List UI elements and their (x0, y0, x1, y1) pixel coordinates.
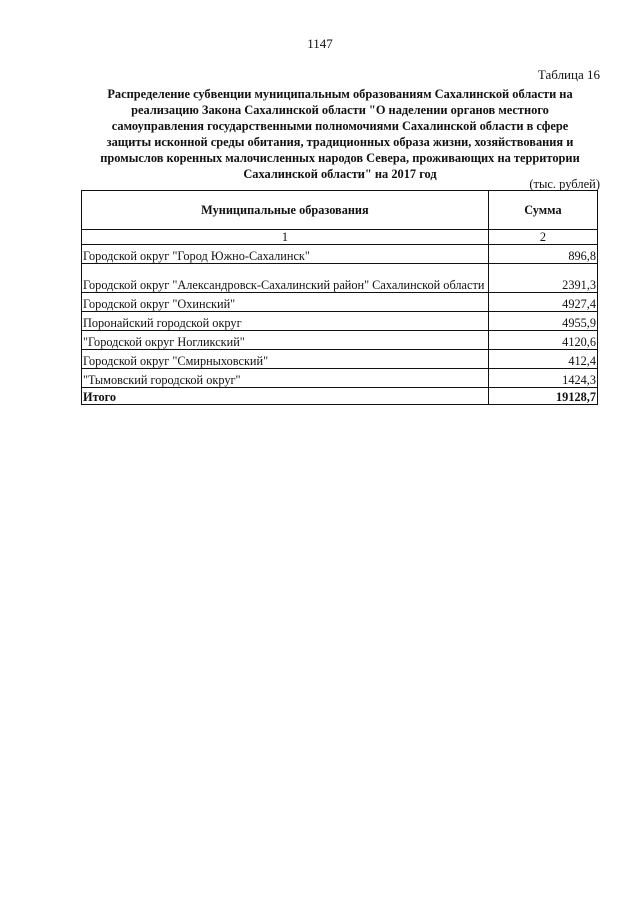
municipality-name: Городской округ "Охинский" (82, 293, 489, 312)
table-row (82, 264, 598, 293)
table-row (82, 350, 598, 369)
amount-value: 4955,9 (488, 312, 597, 331)
header-amount: Сумма (488, 191, 597, 230)
table-row (82, 369, 598, 388)
amount-value: 412,4 (488, 350, 597, 369)
column-number-row (82, 230, 598, 245)
units-label: (тыс. рублей) (529, 177, 600, 191)
municipality-name: "Городской округ Ногликский" (82, 331, 489, 350)
municipality-name: Городской округ "Город Южно-Сахалинск" (82, 245, 489, 264)
table-row (82, 245, 598, 264)
amount-value: 1424,3 (488, 369, 597, 388)
total-label: Итого (82, 388, 489, 405)
amount-value: 896,8 (488, 245, 597, 264)
table-row (82, 331, 598, 350)
municipality-name: Поронайский городской округ (82, 312, 489, 331)
municipality-name: Городской округ "Александровск-Сахалинский район" Сахалинской области (82, 264, 489, 293)
page-number: 1147 (307, 36, 333, 51)
municipality-name: Городской округ "Смирныховский" (82, 350, 489, 369)
total-row (82, 388, 598, 405)
subsidy-table (81, 190, 598, 405)
column-number: 2 (488, 230, 597, 245)
table-header-row (82, 191, 598, 230)
amount-value: 2391,3 (488, 264, 597, 293)
amount-value: 4927,4 (488, 293, 597, 312)
table-label: Таблица 16 (537, 67, 600, 82)
column-number: 1 (82, 230, 489, 245)
table-row (82, 312, 598, 331)
document-title: Распределение субвенции муниципальным образованиям Сахалинской области на реализацию Закона Сахалинской области "О наделении органов местного самоуправления государственными полномочиями Сахалинской области в сфере защиты исконной среды обитания, традиционных образа жизни, хозяйствования и промыслов коренных малочисленных народов Севера, проживающих на территории Сахалинской области" на 2017 год (100, 87, 580, 181)
amount-value: 4120,6 (488, 331, 597, 350)
total-amount: 19128,7 (488, 388, 597, 405)
municipality-name: "Тымовский городской округ" (82, 369, 489, 388)
table-row (82, 293, 598, 312)
header-municipalities: Муниципальные образования (82, 191, 489, 230)
